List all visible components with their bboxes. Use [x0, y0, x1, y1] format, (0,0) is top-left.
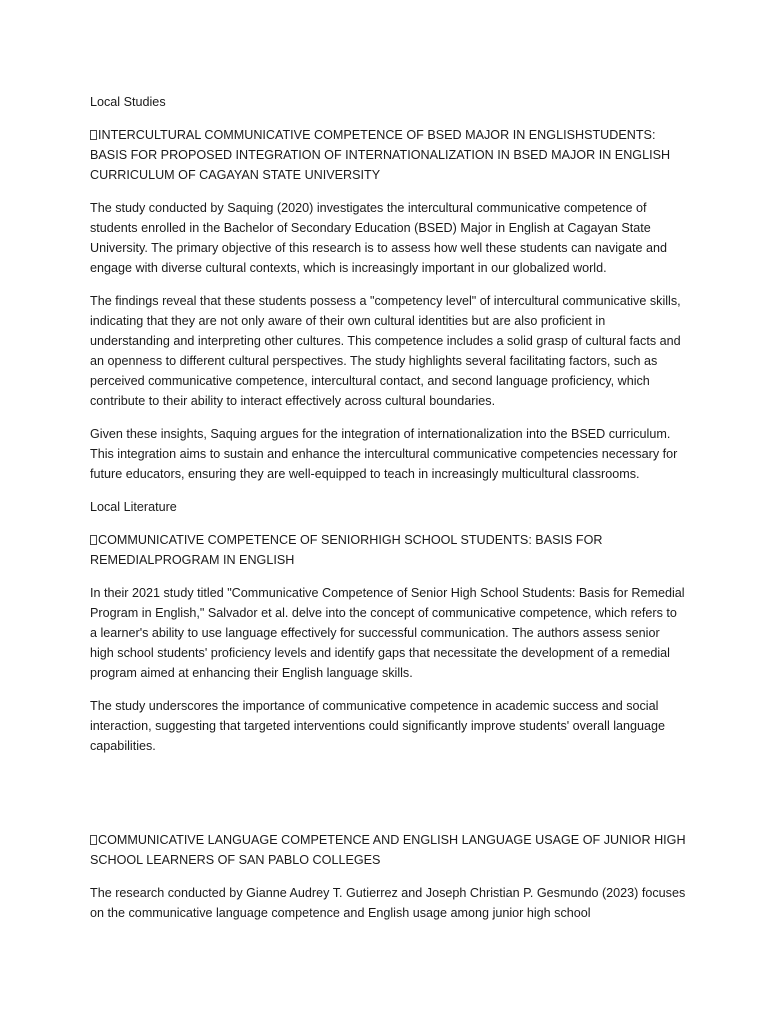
study-title-2	[90, 530, 686, 570]
missing-glyph-icon	[90, 835, 97, 845]
missing-glyph-icon	[90, 130, 97, 140]
study-title-1-text: INTERCULTURAL COMMUNICATIVE COMPETENCE OF BSED MAJOR IN ENGLISHSTUDENTS: BASIS FOR PROPOSED INTEGRATION OF INTERNATIONALIZATION IN BSED MAJOR IN ENGLISH CURRICULUM OF CAGAYAN STATE UNIVERSITY	[90, 128, 671, 182]
section-heading-local-studies: Local Studies	[90, 95, 166, 109]
paragraph: The findings reveal that these students possess a "competency level" of intercultural communicative skills, indicating that they are not only aware of their own cultural identities but are also proficient in understanding and interpreting other cultures. This competence includes a solid grasp of cultural facts and an openness to different cultural perspectives. The study highlights several facilitating factors, such as perceived communicative competence, intercultural contact, and second language proficiency, which contribute to their ability to interact effectively across cultural boundaries.	[90, 294, 681, 408]
study-title-1	[90, 125, 686, 185]
paragraph: The research conducted by Gianne Audrey T. Gutierrez and Joseph Christian P. Gesmundo (2023) focuses on the communicative language competence and English usage among junior high school	[90, 886, 686, 920]
blank-space	[90, 769, 686, 830]
missing-glyph-icon	[90, 535, 97, 545]
document-page	[90, 92, 686, 936]
study-title-3	[90, 830, 686, 870]
paragraph: The study conducted by Saquing (2020) investigates the intercultural communicative competence of students enrolled in the Bachelor of Secondary Education (BSED) Major in English at Cagayan State University. The primary objective of this research is to assess how well these students can navigate and engage with diverse cultural contexts, which is increasingly important in our globalized world.	[90, 201, 668, 275]
study-title-2-text: COMMUNICATIVE COMPETENCE OF SENIORHIGH SCHOOL STUDENTS: BASIS FOR REMEDIALPROGRAM IN ENGLISH	[90, 533, 603, 567]
section-heading-local-literature: Local Literature	[90, 500, 177, 514]
paragraph: Given these insights, Saquing argues for the integration of internationalization into the BSED curriculum. This integration aims to sustain and enhance the intercultural communicative competencies necessary for future educators, ensuring they are well-equipped to teach in increasingly multicultural classrooms.	[90, 427, 678, 481]
paragraph: In their 2021 study titled "Communicative Competence of Senior High School Students: Basis for Remedial Program in English," Salvador et al. delve into the concept of communicative competence, which refers to a learner's ability to use language effectively for successful communication. The authors assess senior high school students' proficiency levels and identify gaps that necessitate the development of a remedial program aimed at enhancing their English language skills.	[90, 586, 685, 680]
paragraph: The study underscores the importance of communicative competence in academic success and social interaction, suggesting that targeted interventions could significantly improve students' overall language capabilities.	[90, 699, 666, 753]
study-title-3-text: COMMUNICATIVE LANGUAGE COMPETENCE AND ENGLISH LANGUAGE USAGE OF JUNIOR HIGH SCHOOL LEARNERS OF SAN PABLO COLLEGES	[90, 833, 686, 867]
